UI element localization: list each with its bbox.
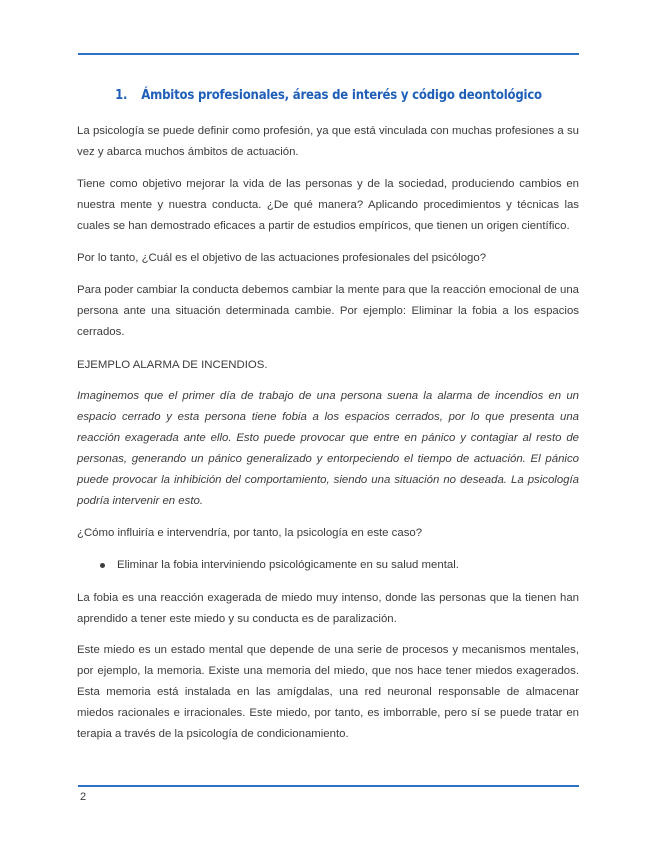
- bullet-text: Eliminar la fobia interviniendo psicológicamente en su salud mental.: [117, 559, 459, 571]
- question-block: [77, 523, 579, 544]
- bullet-block: [77, 555, 579, 576]
- paragraph-3: Por lo tanto, ¿Cuál es el objetivo de las actuaciones profesionales del psicólogo?: [77, 252, 487, 264]
- paragraph-8-block: [77, 588, 579, 630]
- example-paragraph-block: [77, 386, 579, 512]
- paragraph-3-block: [77, 248, 579, 269]
- section-heading: [78, 88, 579, 103]
- example-title: EJEMPLO ALARMA DE INCENDIOS.: [77, 359, 268, 371]
- section-number: 1.: [115, 88, 128, 103]
- paragraph-9-block: [77, 640, 579, 745]
- paragraph-9: Este miedo es un estado mental que depende de una serie de procesos y mecanismos mentales, por ejemplo, la memoria. Existe una memoria del miedo, que nos hace tener miedos exagerados. Esta memoria está instalada en las amígdalas, una red neuronal responsable de almacenar miedos racionales e irracionales. Este miedo, por tanto, es imborrable, pero sí se puede tratar en terapia a través de la psicología de condicionamiento.: [77, 644, 579, 740]
- footer-rule: [78, 785, 579, 787]
- question-paragraph: ¿Cómo influiría e intervendría, por tanto, la psicología en este caso?: [77, 527, 423, 539]
- paragraph-8: La fobia es una reacción exagerada de miedo muy intenso, donde las personas que la tienen han aprendido a tener este miedo y su conducta es de paralización.: [77, 592, 579, 625]
- section-title: Ámbitos profesionales, áreas de interés y código deontológico: [141, 88, 542, 103]
- example-title-block: [77, 355, 579, 376]
- paragraph-1-block: [77, 121, 579, 163]
- page-number: 2: [80, 791, 87, 803]
- example-paragraph: Imaginemos que el primer día de trabajo de una persona suena la alarma de incendios en un espacio cerrado y esta persona tiene fobia a los espacios cerrados, por lo que presenta una reacción exagerada ante ello. Esto puede provocar que entre en pánico y contagiar al resto de personas, generando un pánico generalizado y entorpeciendo el tiempo de actuación. El pánico puede provocar la inhibición del comportamiento, siendo una situación no deseada. La psicología podría intervenir en esto.: [77, 390, 579, 507]
- bullet-dot-icon: [100, 563, 105, 568]
- bullet-item: [77, 555, 579, 576]
- paragraph-1: La psicología se puede definir como profesión, ya que está vinculada con muchas profesiones a su vez y abarca muchos ámbitos de actuación.: [77, 125, 579, 158]
- paragraph-4-block: [77, 280, 579, 343]
- header-rule: [78, 53, 579, 55]
- paragraph-2-block: [77, 174, 579, 237]
- paragraph-4: Para poder cambiar la conducta debemos cambiar la mente para que la reacción emocional de una persona ante una situación determinada cambie. Por ejemplo: Eliminar la fobia a los espacios cerrados.: [77, 284, 579, 338]
- paragraph-2: Tiene como objetivo mejorar la vida de las personas y de la sociedad, produciendo cambios en nuestra mente y nuestra conducta. ¿De qué manera? Aplicando procedimientos y técnicas las cuales se han demostrado eficaces a partir de estudios empíricos, que tienen un origen científico.: [77, 178, 579, 232]
